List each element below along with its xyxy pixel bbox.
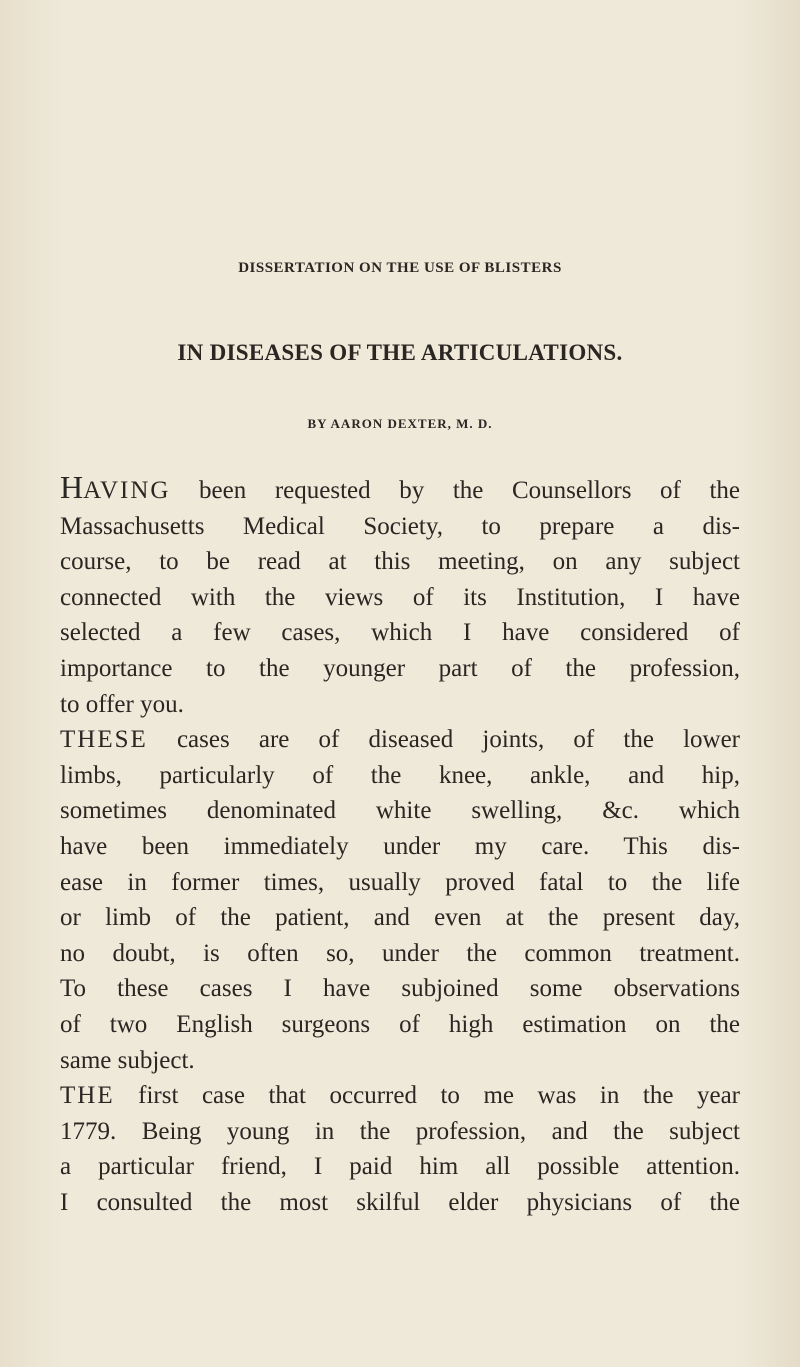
lead-word: THE [60,1082,115,1110]
drop-initial: H [60,469,84,505]
text-line: 1779. Being young in the profession, and the subject [60,1117,740,1145]
text-line: a particular friend, I paid him all possible attention. [60,1153,740,1181]
text-line: sometimes denominated white swelling, &c. which [60,797,740,825]
text-line: To these cases I have subjoined some observations [60,975,740,1003]
text-line: of two English surgeons of high estimation on the [60,1010,740,1038]
text-line: same subject. [60,1046,195,1074]
running-title: DISSERTATION ON THE USE OF BLISTERS [238,260,562,276]
article-title: IN DISEASES OF THE ARTICULATIONS. [177,340,623,365]
text-line: I consulted the most skilful elder physicians of the [60,1188,740,1216]
lead-word: THESE [60,726,148,754]
text-line: course, to be read at this meeting, on any subject [60,548,740,576]
text-line: ease in former times, usually proved fatal to the life [60,868,740,896]
text-line: have been immediately under my care. This dis- [60,832,740,860]
text-line: Massachusetts Medical Society, to prepare a dis- [60,512,740,540]
byline: BY AARON DEXTER, M. D. [307,416,493,431]
text-line: connected with the views of its Institution, I have [60,583,740,611]
text-line: to offer you. [60,690,184,718]
text-line: THE first case that occurred to me was in the year [60,1082,740,1110]
lead-word: AVING [83,477,171,504]
text-line: limbs, particularly of the knee, ankle, and hip, [60,761,740,789]
text-line: importance to the younger part of the profession, [60,654,740,682]
text-line: THESE cases are of diseased joints, of the lower [60,726,740,754]
body-text [60,470,740,1220]
text-line: or limb of the patient, and even at the present day, [60,904,740,932]
text-line: no doubt, is often so, under the common treatment. [60,939,740,967]
text-line: HAVING been requested by the Counsellors of the [60,469,740,505]
text-line: selected a few cases, which I have considered of [60,619,740,647]
